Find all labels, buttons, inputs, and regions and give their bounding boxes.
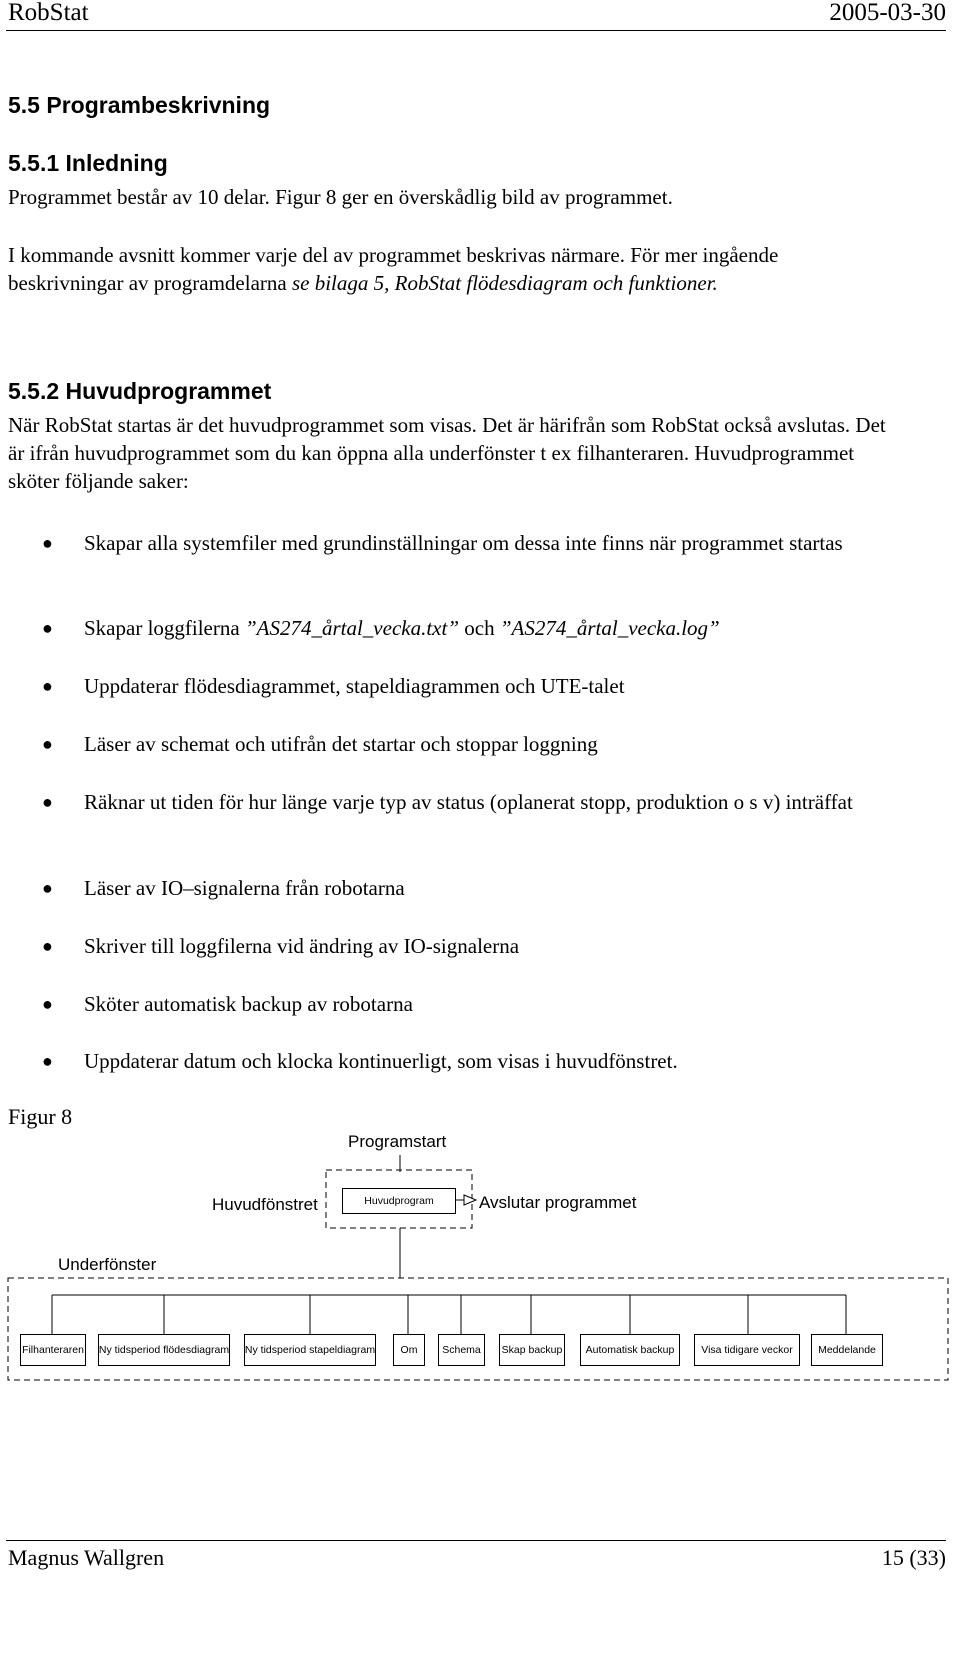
header-date: 2005-03-30 xyxy=(829,0,946,26)
bullet-marker: ● xyxy=(42,533,53,553)
appendix-reference: se bilaga 5, RobStat flödesdiagram och funktioner. xyxy=(291,271,718,295)
main-window-label: Huvudfönstret xyxy=(212,1195,318,1214)
paragraph-inledning-2-text: I kommande avsnitt kommer varje del av programmet beskrivas närmare. För mer ingående beskrivningar av programdelarna xyxy=(8,243,779,295)
subsection-title-huvudprogrammet: 5.5.2 Huvudprogrammet xyxy=(8,378,272,404)
bullet-marker: ● xyxy=(42,994,53,1014)
paragraph-huvudprogrammet: När RobStat startas är det huvudprogrammet som visas. Det är härifrån som RobStat också avslutas. Det är ifrån huvudprogrammet som du kan öppna alla underfönster t ex filhanteraren. Huvudprogrammet sköter följande saker: xyxy=(8,413,886,493)
list-item: Sköter automatisk backup av robotarna xyxy=(84,992,413,1016)
figure-label: Figur 8 xyxy=(8,1104,73,1129)
header-title: RobStat xyxy=(8,0,89,26)
exit-program-label: Avslutar programmet xyxy=(479,1193,637,1212)
list-item-text: Skapar loggfilerna xyxy=(84,616,245,640)
section-title: 5.5 Programbeskrivning xyxy=(8,92,271,118)
list-item: Skapar alla systemfiler med grundinställningar om dessa inte finns när programmet startas xyxy=(84,531,843,555)
bullet-marker: ● xyxy=(42,618,53,638)
footer-rule xyxy=(6,1540,946,1541)
subsection-title-inledning: 5.5.1 Inledning xyxy=(8,150,168,176)
list-item: Uppdaterar datum och klocka kontinuerligt, som visas i huvudfönstret. xyxy=(84,1049,678,1073)
list-item: Skriver till loggfilerna vid ändring av IO-signalerna xyxy=(84,934,520,958)
list-item: Läser av IO–signalerna från robotarna xyxy=(84,876,405,900)
list-item: Uppdaterar flödesdiagrammet, stapeldiagrammen och UTE-talet xyxy=(84,674,625,698)
subwindow-label: Underfönster xyxy=(58,1255,157,1274)
paragraph-inledning-1: Programmet består av 10 delar. Figur 8 ger en överskådlig bild av programmet. xyxy=(8,185,673,209)
list-item-text: och xyxy=(459,616,500,640)
bullet-marker: ● xyxy=(42,676,53,696)
bullet-marker: ● xyxy=(42,878,53,898)
box-skap-backup: Skap backup xyxy=(499,1334,565,1366)
bullet-marker: ● xyxy=(42,1051,53,1071)
main-program-box: Huvudprogram xyxy=(342,1188,456,1214)
box-filhanteraren: Filhanteraren xyxy=(20,1334,86,1366)
log-filename-log: ”AS274_årtal_vecka.log” xyxy=(499,616,720,640)
footer-page-number: 15 (33) xyxy=(881,1545,946,1570)
exit-arrow-head xyxy=(464,1195,476,1205)
log-filename-txt: ”AS274_årtal_vecka.txt” xyxy=(244,616,460,640)
box-bar-period: Ny tidsperiod stapeldiagram xyxy=(244,1334,376,1366)
box-flow-period: Ny tidsperiod flödesdiagram xyxy=(98,1334,230,1366)
box-previous-weeks: Visa tidigare veckor xyxy=(694,1334,800,1366)
footer-author: Magnus Wallgren xyxy=(8,1545,165,1570)
box-om: Om xyxy=(393,1334,425,1366)
box-meddelande: Meddelande xyxy=(811,1334,883,1366)
list-item: Läser av schemat och utifrån det startar och stoppar loggning xyxy=(84,732,598,756)
bullet-marker: ● xyxy=(42,734,53,754)
list-item: Räknar ut tiden för hur länge varje typ av status (oplanerat stopp, produktion o s v) inträffat xyxy=(84,790,853,814)
programstart-label: Programstart xyxy=(348,1132,447,1151)
bullet-marker: ● xyxy=(42,936,53,956)
bullet-marker: ● xyxy=(42,792,53,812)
box-auto-backup: Automatisk backup xyxy=(580,1334,680,1366)
box-schema: Schema xyxy=(438,1334,485,1366)
